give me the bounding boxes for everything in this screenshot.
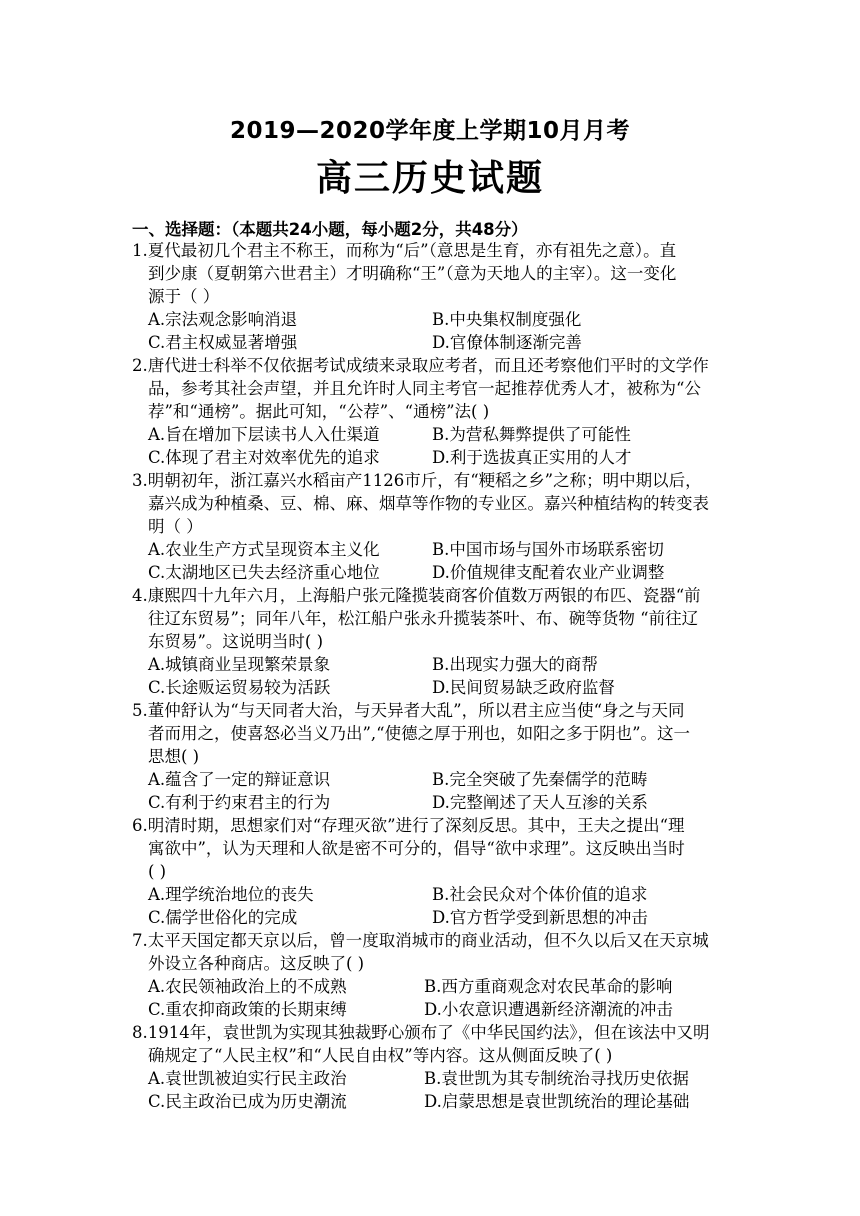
question-3-stem-line-1: 3.明朝初年，浙江嘉兴水稻亩产1126市斤，有“粳稻之乡”之称；明中期以后， xyxy=(132,471,702,490)
question-7-stem-line-2: 外设立各种商店。这反映了( ) xyxy=(148,954,365,973)
question-1-option-c[interactable]: C.君主权威显著增强 xyxy=(148,333,298,352)
question-4-option-d[interactable]: D.民间贸易缺乏政府监督 xyxy=(432,678,615,697)
exam-title: 2019—2020学年度上学期10月月考 xyxy=(229,118,631,144)
question-5-option-b[interactable]: B.完全突破了先秦儒学的范畴 xyxy=(432,770,648,789)
question-7-option-c[interactable]: C.重农抑商政策的长期束缚 xyxy=(148,1000,347,1019)
question-8-option-b[interactable]: B.袁世凯为其专制统治寻找历史依据 xyxy=(424,1069,689,1088)
question-2-stem-line-3: 荐”和“通榜”。据此可知，“公荐”、“通榜”法( ) xyxy=(148,402,490,421)
question-3-option-d[interactable]: D.价值规律支配着农业产业调整 xyxy=(432,563,665,582)
question-8-option-d[interactable]: D.启蒙思想是袁世凯统治的理论基础 xyxy=(424,1092,690,1111)
question-4-stem-line-3: 东贸易”。这说明当时( ) xyxy=(148,632,324,651)
question-7-stem-line-1: 7.太平天国定都天京以后，曾一度取消城市的商业活动，但不久以后又在天京城 xyxy=(132,931,709,950)
question-7-option-b[interactable]: B.西方重商观念对农民革命的影响 xyxy=(424,977,673,996)
question-1-option-b[interactable]: B.中央集权制度强化 xyxy=(432,310,582,329)
question-6-stem-line-3: ( ) xyxy=(148,862,167,881)
question-4-option-c[interactable]: C.长途贩运贸易较为活跃 xyxy=(148,678,331,697)
question-8-option-a[interactable]: A.袁世凯被迫实行民主政治 xyxy=(148,1069,347,1088)
question-4-option-b[interactable]: B.出现实力强大的商帮 xyxy=(432,655,598,674)
question-3-option-b[interactable]: B.中国市场与国外市场联系密切 xyxy=(432,540,664,559)
question-3-option-c[interactable]: C.太湖地区已失去经济重心地位 xyxy=(148,563,380,582)
question-5-option-a[interactable]: A.蕴含了一定的辩证意识 xyxy=(148,770,331,789)
question-4-stem-line-1: 4.康熙四十九年六月，上海船户张元隆揽装商客价值数万两银的布匹、瓷器“前 xyxy=(132,586,701,605)
question-6-option-a[interactable]: A.理学统治地位的丧失 xyxy=(148,885,314,904)
question-2-option-a[interactable]: A.旨在增加下层读书人入仕渠道 xyxy=(148,425,380,444)
question-6-stem-line-2: 寓欲中”，认为天理和人欲是密不可分的，倡导“欲中求理”。这反映出当时 xyxy=(148,839,685,858)
question-8-stem-line-1: 8.1914年，袁世凯为实现其独裁野心颁布了《中华民国约法》，但在该法中又明 xyxy=(132,1023,710,1042)
question-7-option-a[interactable]: A.农民领袖政治上的不成熟 xyxy=(148,977,347,996)
question-4-stem-line-2: 往辽东贸易”；同年八年，松江船户张永升揽装茶叶、布、碗等货物 “前往辽 xyxy=(148,609,699,628)
question-2-stem-line-1: 2.唐代进士科举不仅依据考试成绩来录取应考者，而且还考察他们平时的文学作 xyxy=(132,356,709,375)
question-6-option-c[interactable]: C.儒学世俗化的完成 xyxy=(148,908,298,927)
question-4-option-a[interactable]: A.城镇商业呈现繁荣景象 xyxy=(148,655,331,674)
question-5-stem-line-2: 者而用之，使喜怒必当义乃出”,“使德之厚于刑也，如阳之多于阴也”。这一 xyxy=(148,724,691,743)
section-heading: 一、选择题：（本题共24小题，每小题2分，共48分） xyxy=(132,220,528,239)
question-5-stem-line-1: 5.董仲舒认为“与天同者大治，与天异者大乱”，所以君主应当使“身之与天同 xyxy=(132,701,685,720)
question-2-option-b[interactable]: B.为营私舞弊提供了可能性 xyxy=(432,425,631,444)
question-1-stem-line-3: 源于（ ） xyxy=(148,287,220,306)
question-1-stem-line-1: 1.夏代最初几个君主不称王，而称为“后”（意思是生育，亦有祖先之意）。直 xyxy=(132,241,677,260)
question-2-option-d[interactable]: D.利于选拔真正实用的人才 xyxy=(432,448,632,467)
question-5-stem-line-3: 思想( ) xyxy=(148,747,200,766)
question-7-option-d[interactable]: D.小农意识遭遇新经济潮流的冲击 xyxy=(424,1000,673,1019)
question-1-option-a[interactable]: A.宗法观念影响消退 xyxy=(148,310,298,329)
exam-subject-title: 高三历史试题 xyxy=(315,158,544,199)
question-6-stem-line-1: 6.明清时期，思想家们对“存理灭欲”进行了深刻反思。其中，王夫之提出“理 xyxy=(132,816,685,835)
question-2-option-c[interactable]: C.体现了君主对效率优先的追求 xyxy=(148,448,380,467)
question-8-option-c[interactable]: C.民主政治已成为历史潮流 xyxy=(148,1092,347,1111)
question-2-stem-line-2: 品，参考其社会声望，并且允许时人同主考官一起推荐优秀人才，被称为“公 xyxy=(148,379,701,398)
question-8-stem-line-2: 确规定了“人民主权”和“人民自由权”等内容。这从侧面反映了( ) xyxy=(148,1046,613,1065)
question-1-stem-line-2: 到少康（夏朝第六世君主）才明确称“王”（意为天地人的主宰）。这一变化 xyxy=(148,264,677,283)
question-5-option-c[interactable]: C.有利于约束君主的行为 xyxy=(148,793,331,812)
question-6-option-b[interactable]: B.社会民众对个体价值的追求 xyxy=(432,885,648,904)
question-3-stem-line-2: 嘉兴成为种植桑、豆、棉、麻、烟草等作物的专业区。嘉兴种植结构的转变表 xyxy=(148,494,709,513)
question-1-option-d[interactable]: D.官僚体制逐渐完善 xyxy=(432,333,582,352)
question-3-option-a[interactable]: A.农业生产方式呈现资本主义化 xyxy=(148,540,380,559)
question-3-stem-line-3: 明（ ） xyxy=(148,517,203,536)
question-6-option-d[interactable]: D.官方哲学受到新思想的冲击 xyxy=(432,908,648,927)
question-5-option-d[interactable]: D.完整阐述了天人互渗的关系 xyxy=(432,793,648,812)
